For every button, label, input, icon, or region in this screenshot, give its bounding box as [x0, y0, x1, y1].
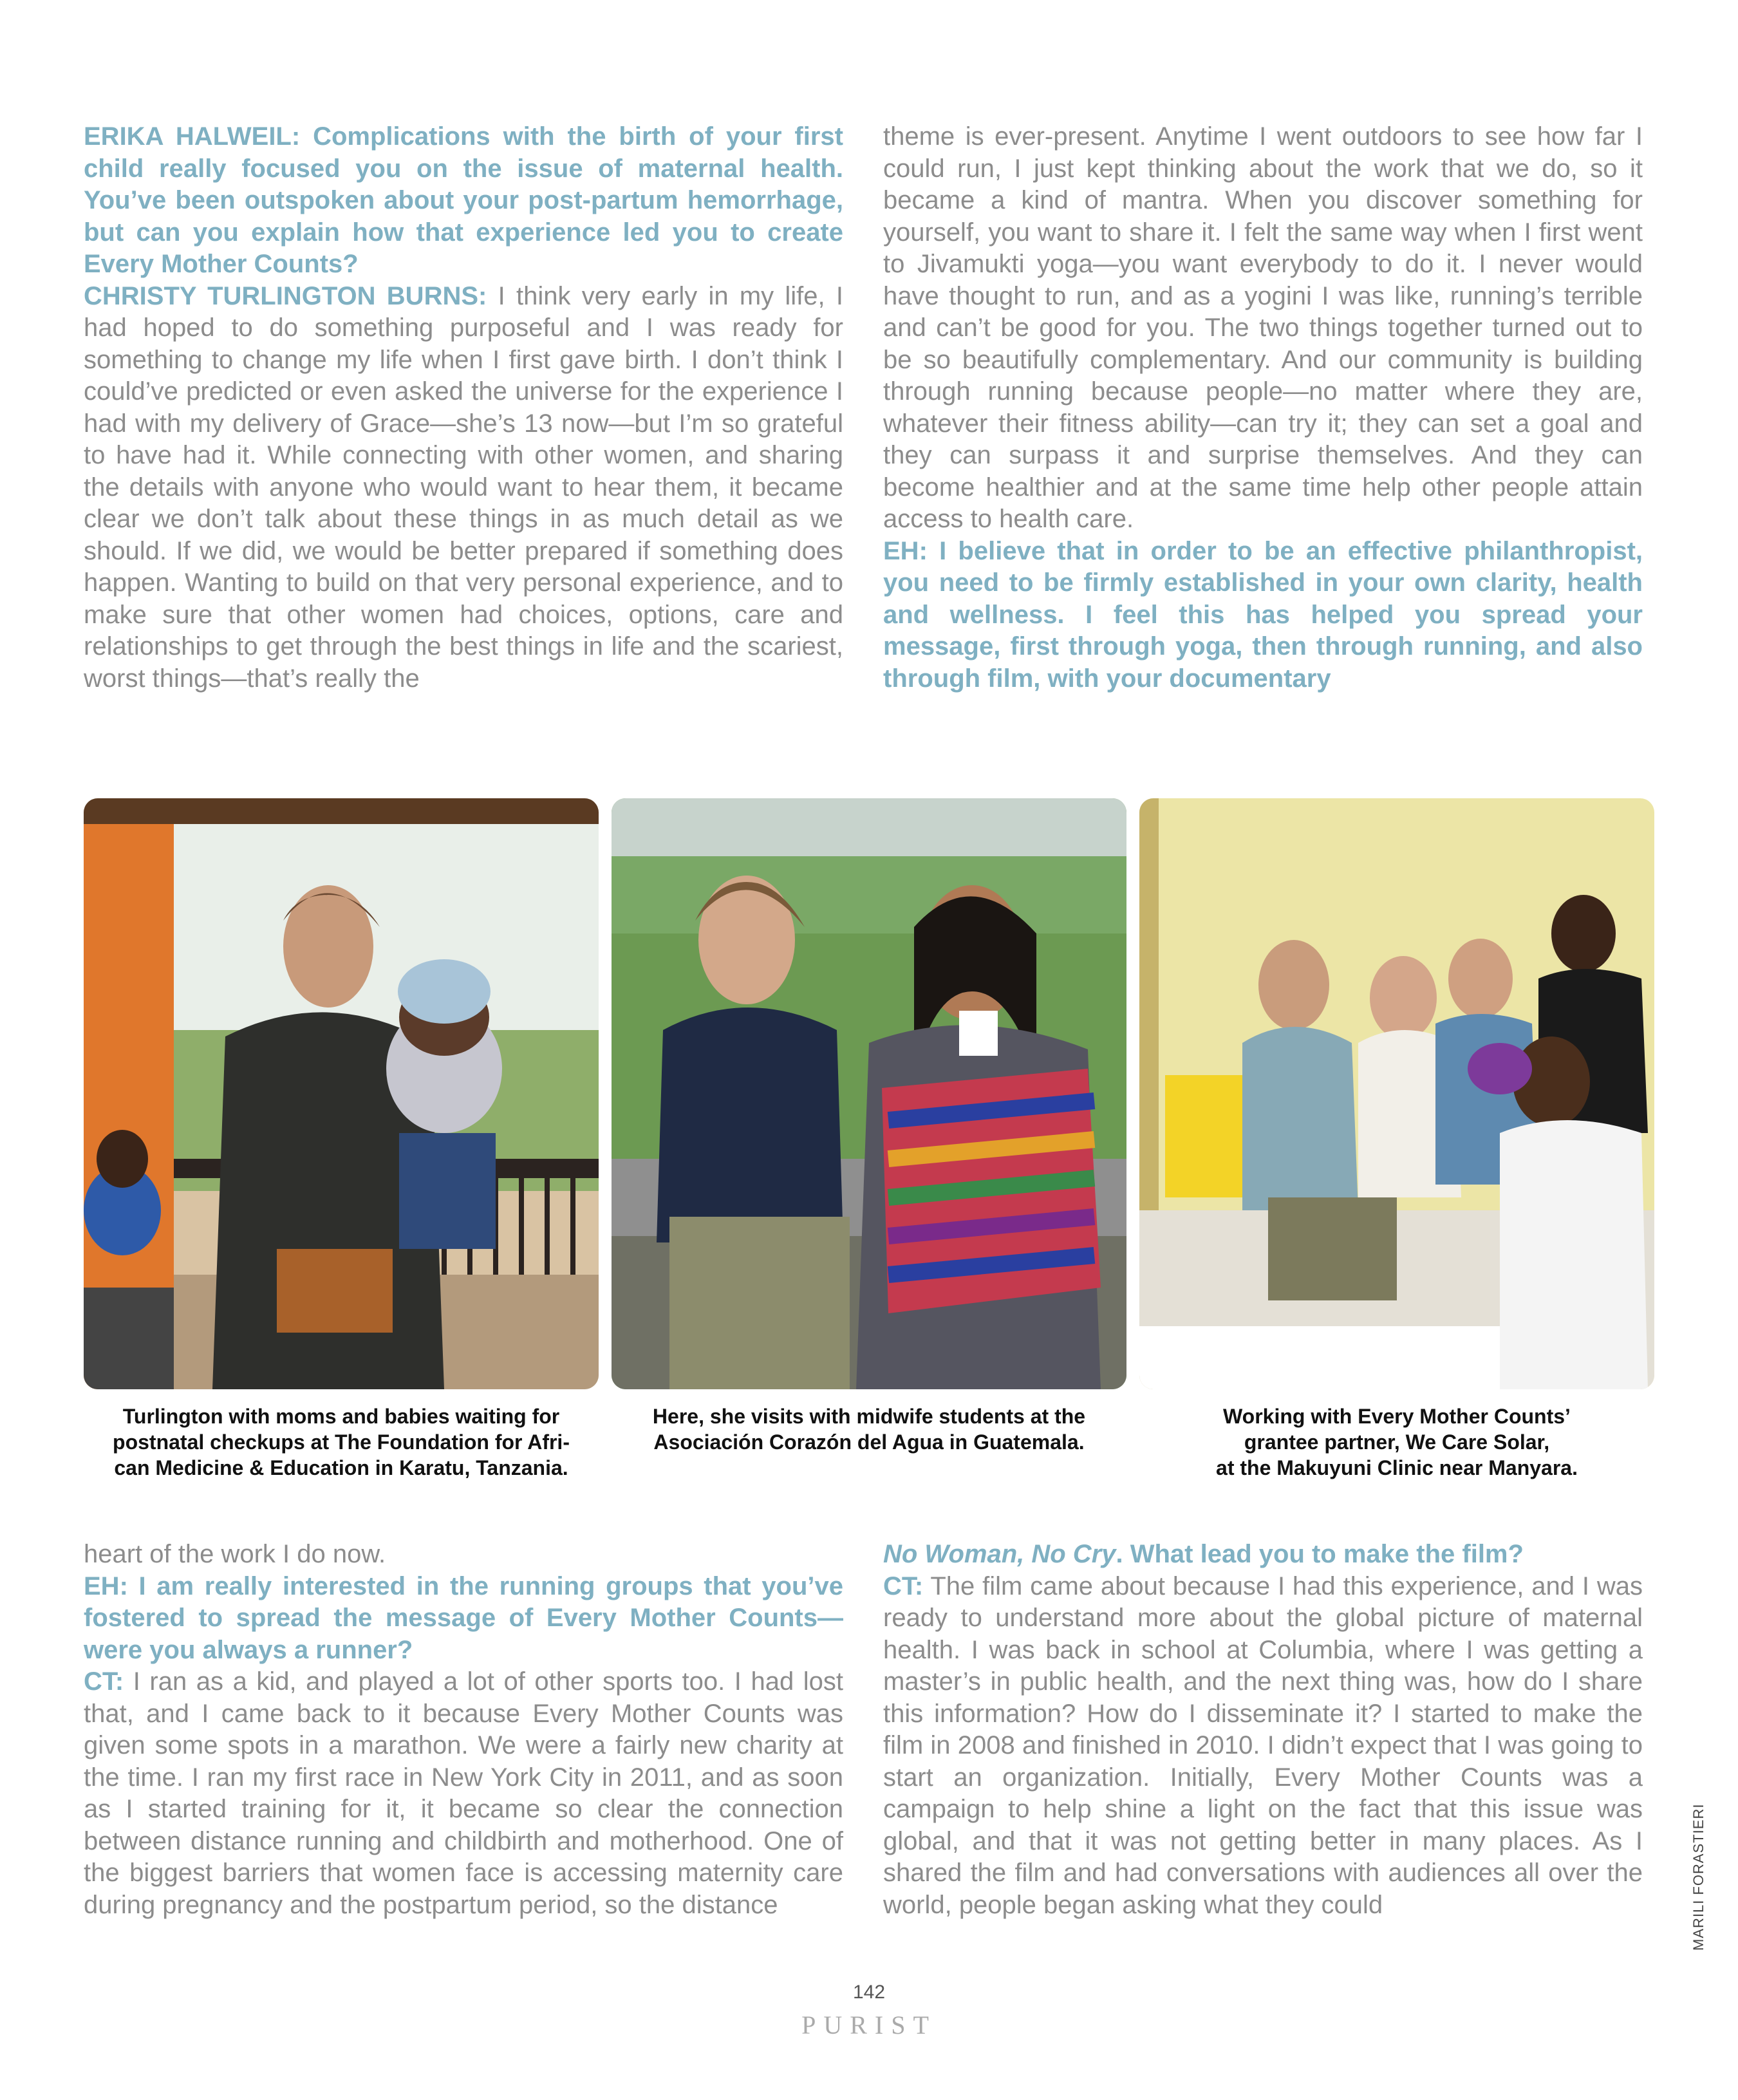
caption-manyara: [1139, 1403, 1654, 1481]
photo-tanzania: [84, 798, 599, 1389]
speaker-label: CHRISTY TURLINGTON BURNS:: [84, 281, 487, 310]
caption-line: Turlington with moms and babies waiting for: [122, 1405, 560, 1428]
column-bottom-left: [84, 1539, 843, 1921]
answer-2-continued: theme is ever-present. Anytime I went outdoors to see how far I could run, I just kept thinking about the work that we do, so it became a kind of mantra. When you discover something for yourself, you want to share it. I felt the same way when I first went to Jivamukti yoga—you want everybody to do it. I never would have thought to run, and as a yogini I was like, running’s terrible and can’t be good for you. The two things together turned out to be so beautifully complementary. And our community is building through running because people—no matter where they are, whatever their fitness ability—can try it; they can set a goal and they can surpass it and surprise themselves. And they can become healthier and at the same time help other people attain access to health care.: [883, 122, 1643, 533]
answer-3-text: The film came about because I had this experience, and I was ready to understand more about the global picture of maternal health. I was back in school at Columbia, where I was getting a master’s in public health, and the next thing was, how do I share this information? How do I disseminate it? I started to make the film in 2008 and finished in 2010. I didn’t expect that I was going to start an organization. Initially, Every Mother Counts was a campaign to help shine a light on the fact that this issue was global, and that it was not getting better in many places. As I shared the film and had conversations with audiences all over the world, people began asking what they could: [883, 1571, 1643, 1919]
column-top-right: [883, 121, 1643, 695]
caption-guatemala: [612, 1403, 1126, 1455]
photo-tanzania-image: [84, 798, 599, 1389]
photo-guatemala: [612, 798, 1126, 1389]
film-title: No Woman, No Cry: [883, 1540, 1116, 1568]
photo-manyara: [1139, 798, 1654, 1389]
caption-line: Working with Every Mother Counts’: [1223, 1405, 1571, 1428]
question-2: EH: I am really interested in the running groups that you’ve fostered to spread the message of Every Mother Counts—were you always a runner?: [84, 1571, 843, 1664]
caption-line: can Medicine & Education in Karatu, Tanzania.: [114, 1456, 568, 1479]
caption-line: at the Makuyuni Clinic near Manyara.: [1216, 1456, 1578, 1479]
column-top-left: [84, 121, 843, 695]
caption-line: postnatal checkups at The Foundation for Afri-: [113, 1430, 570, 1454]
question-1: ERIKA HALWEIL: Complications with the birth of your first child really focused you on the issue of maternal health. You’ve been outspoken about your post-partum hemorrhage, but can you explain how that experience led you to create Every Mother Counts?: [84, 122, 843, 278]
photo-manyara-image: [1139, 798, 1654, 1389]
magazine-logo: PURIST: [801, 2011, 937, 2039]
answer-2: [84, 1666, 843, 1921]
answer-1-continued: heart of the work I do now.: [84, 1540, 386, 1568]
photo-credit: MARILI FORASTIERI: [1690, 1803, 1706, 1951]
page-number: 142: [852, 1982, 886, 2003]
question-3-end: [883, 1539, 1643, 1571]
answer-3: [883, 1571, 1643, 1922]
caption-line: Here, she visits with midwife students at the: [652, 1405, 1086, 1428]
question-3: EH: I believe that in order to be an effective philanthropist, you need to be firmly established in your own clarity, health and wellness. I feel this has helped you spread your message, first through yoga, then through running, and also through film, with your documentary: [883, 536, 1643, 693]
column-bottom-right: [883, 1539, 1643, 1921]
photo-guatemala-image: [612, 798, 1126, 1389]
answer-2-text: I ran as a kid, and played a lot of other sports too. I had lost that, and I came back to it because Every Mother Counts was given some spots in a marathon. We were a fairly new charity at the time. I ran my first race in New York City in 2011, and as soon as I started training for it, it became so clear the connection between distance running and childbirth and motherhood. One of the biggest barriers that women face is accessing maternity care during pregnancy and the postpartum period, so the distance: [84, 1667, 843, 1919]
caption-line: Asociación Corazón del Agua in Guatemala.: [653, 1430, 1085, 1454]
question-3-end-text: . What lead you to make the film?: [1116, 1540, 1524, 1568]
caption-tanzania: [84, 1403, 599, 1481]
speaker-label: CT:: [883, 1571, 924, 1600]
caption-line: grantee partner, We Care Solar,: [1244, 1430, 1550, 1454]
answer-1: [84, 281, 843, 695]
speaker-label: CT:: [84, 1667, 124, 1696]
answer-1-text: I think very early in my life, I had hoped to do something purposeful and I was ready for something to change my life when I first gave birth. I don’t think I could’ve predicted or even asked the universe for the experience I had with my delivery of Grace—she’s 13 now—but I’m so grateful to have had it. While connecting with other women, and sharing the details with anyone who would want to hear them, it became clear we don’t talk about these things in as much detail as we should. If we did, we would be better prepared if something does happen. Wanting to build on that very personal experience, and to make sure that other women had choices, options, care and relationships to get through the best things in life and the scariest, worst things—that’s really the: [84, 281, 843, 693]
